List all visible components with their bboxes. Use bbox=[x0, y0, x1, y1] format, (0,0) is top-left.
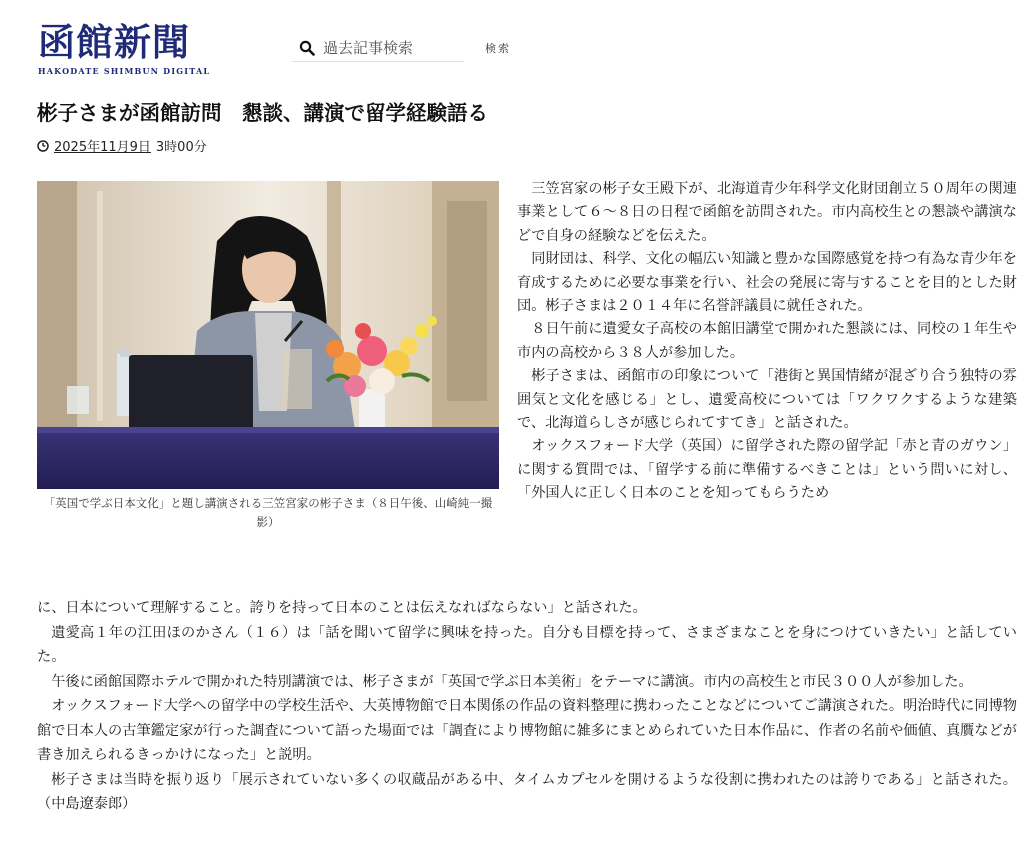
paragraph: 三笠宮家の彬子女王殿下が、北海道青少年科学文化財団創立５０周年の関連事業として６～８日の日程で函館を訪問された。市内高校生との懇談や講演などで自身の経験などを伝えた。 bbox=[517, 181, 1017, 244]
article-date-link[interactable]: 2025年11月9日 bbox=[54, 140, 151, 155]
article-dateline bbox=[37, 136, 207, 155]
photo-caption: 「英国で学ぶ日本文化」と題し講演される三笠宮家の彬子さま（８日午後、山崎純一撮影） bbox=[43, 496, 493, 529]
search-input[interactable] bbox=[323, 39, 453, 57]
paragraph: 彬子さまは当時を振り返り「展示されていない多くの収蔵品がある中、タイムカプセルを開けるような役割に携われたのは誇りである」と話された。（中島遼泰郎） bbox=[37, 771, 1017, 812]
site-logo[interactable] bbox=[38, 22, 213, 76]
paragraph: 彬子さまは、函館市の印象について「港街と異国情緒が混ざり合う独特の雰囲気と文化を感じる」とし、遺愛高校については「ワクワクするような建築で、北海道らしさが感じられてすてき」と話された。 bbox=[517, 368, 1017, 432]
paragraph: に、日本について理解すること。誇りを持って日本のことは伝えなればならない」と話された。 bbox=[37, 600, 647, 616]
paragraph: オックスフォード大学への留学中の学校生活や、大英博物館で日本関係の作品の資料整理に携わったことなどについてご講演された。明治時代に同博物館で日本人の古筆鑑定家が行った調査について語った場面では「調査により博物館に雑多にまとめられていた日本作品に、作者の名前や価値、真贋などが書き加えられるきっかけになった」と説明。 bbox=[37, 698, 1017, 763]
article-body-top bbox=[517, 178, 1017, 506]
logo-subtitle: HAKODATE SHIMBUN DIGITAL bbox=[38, 66, 211, 76]
paragraph: 同財団は、科学、文化の幅広い知識と豊かな国際感覚を持つ有為な青少年を育成するために必要な事業を行い、社会の発展に寄与することを目的とした財団。彬子さまは２０１４年に名誉評議員に就任された。 bbox=[517, 251, 1017, 315]
paragraph: オックスフォード大学（英国）に留学された際の留学記「赤と青のガウン」に関する質問では、「留学する前に準備するべきことは」という問いに対し、「外国人に正しく日本のことを知ってもらうため bbox=[517, 438, 1017, 502]
search-box bbox=[292, 34, 464, 62]
article-body-bottom bbox=[37, 596, 1017, 817]
search-icon bbox=[299, 40, 315, 56]
paragraph: ８日午前に遺愛女子高校の本館旧講堂で開かれた懇談には、同校の１年生や市内の高校から３８人が参加した。 bbox=[517, 321, 1017, 361]
paragraph: 午後に函館国際ホテルで開かれた特別講演では、彬子さまが「英国で学ぶ日本美術」をテーマに講演。市内の高校生と市民３００人が参加した。 bbox=[51, 673, 973, 690]
site-header bbox=[0, 0, 1024, 90]
paragraph: 遺愛高１年の江田ほのかさん（１６）は「話を聞いて留学に興味を持った。自分も目標を持って、さまざまなことを身につけていきたい」と話していた。 bbox=[37, 624, 1017, 665]
article-title: 彬子さまが函館訪問 懇談、講演で留学経験語る bbox=[37, 101, 488, 125]
article-photo bbox=[37, 181, 499, 489]
search-button[interactable]: 検索 bbox=[485, 42, 511, 55]
article-time: 3時00分 bbox=[155, 140, 207, 155]
clock-icon bbox=[37, 140, 49, 152]
logo-title: 函館新聞 bbox=[38, 20, 190, 64]
